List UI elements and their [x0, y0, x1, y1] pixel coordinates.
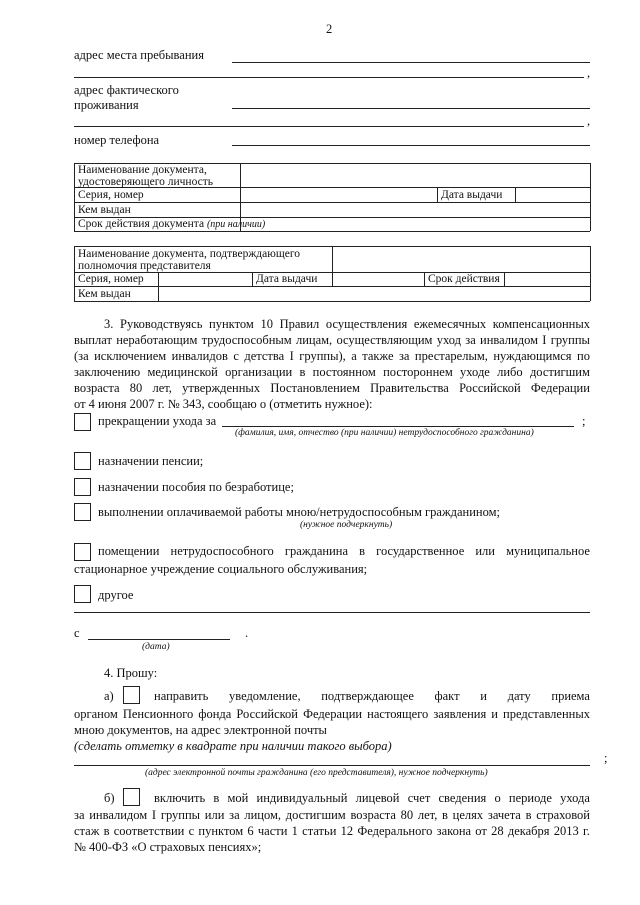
actual-address-label-2: проживания — [74, 98, 139, 112]
word: включить — [154, 791, 206, 805]
word: лет, — [152, 381, 172, 395]
paid-work-hint: (нужное подчеркнуть) — [300, 520, 393, 530]
word: I — [542, 333, 547, 347]
id-series-input[interactable] — [242, 189, 435, 201]
option-b-line3 — [74, 824, 590, 839]
word: 80 — [400, 808, 414, 822]
actual-address-label-1: адрес фактического — [74, 83, 179, 97]
word: помещении — [98, 544, 160, 558]
word: детства — [244, 349, 285, 363]
word: части — [257, 824, 288, 838]
word: периоде — [508, 791, 552, 805]
option-b-line2 — [74, 808, 590, 823]
paid-work-checkbox[interactable] — [74, 503, 91, 521]
word: стаж — [74, 824, 100, 838]
word: в — [525, 808, 532, 822]
other-field[interactable] — [74, 612, 590, 613]
section3-line5 — [74, 381, 590, 396]
pension-checkbox[interactable] — [74, 452, 91, 470]
word: неработающим — [116, 333, 198, 347]
section3-line2 — [74, 333, 590, 348]
option-a-word: подтверждающее — [321, 689, 414, 703]
word: гражданина — [284, 544, 349, 558]
word: Российской — [459, 381, 521, 395]
word: инвалидом — [480, 333, 538, 347]
care-stop-name-field[interactable] — [222, 426, 574, 427]
word: группы — [550, 333, 590, 347]
word: ежемесячных — [413, 317, 487, 331]
word: I — [151, 808, 157, 822]
option-a-line4: (сделать отметку в квадрате при наличии такого выбора) — [74, 739, 392, 753]
word: с — [233, 349, 239, 363]
section4-title: 4. Прошу: — [104, 666, 158, 680]
id-doc-name-label-2: удостоверяющего личность — [78, 176, 213, 188]
word: индивидуальный — [256, 791, 348, 805]
word: лицом, — [244, 808, 282, 822]
rep-validity-input[interactable] — [506, 274, 588, 285]
actual-address-comma: , — [587, 114, 591, 128]
word: или — [475, 544, 495, 558]
care-stop-label: прекращении ухода за — [98, 414, 217, 428]
word: в — [299, 365, 306, 379]
word: группы), — [299, 349, 346, 363]
word: лет, — [417, 808, 438, 822]
word: и — [491, 707, 498, 721]
other-label: другое — [98, 588, 134, 602]
word: ухода — [560, 791, 590, 805]
word: государственное — [376, 544, 465, 558]
option-b-line4: № 400-ФЗ «О страховых пенсиях»; — [74, 840, 262, 854]
rep-issued-by-input[interactable] — [160, 288, 588, 300]
placement-label-1 — [98, 544, 590, 559]
word: по — [577, 349, 590, 363]
id-series-label: Серия, номер — [78, 189, 144, 201]
word: с — [188, 824, 195, 838]
word: за — [74, 808, 85, 822]
word: муниципальное — [506, 544, 590, 558]
actual-address-field[interactable] — [232, 108, 590, 109]
word: Российской — [236, 707, 298, 721]
stay-address-comma: , — [587, 66, 591, 80]
word: осуществляющим — [336, 333, 433, 347]
word: 28 — [491, 824, 504, 838]
word: достигшим — [285, 808, 346, 822]
word: лицевой — [355, 791, 400, 805]
email-hint: (адрес электронной почты гражданина (его представителя), нужное подчеркнуть) — [145, 768, 488, 778]
word: нуждающимся — [493, 349, 572, 363]
word: уход — [436, 333, 461, 347]
id-issue-date-input[interactable] — [517, 189, 588, 201]
word: целях — [452, 808, 484, 822]
word: фонда — [198, 707, 232, 721]
rep-series-input[interactable] — [160, 274, 250, 285]
option-a-line1 — [154, 689, 590, 704]
date-dot: . — [245, 626, 249, 640]
word: за — [398, 349, 410, 363]
word: представленных — [503, 707, 590, 721]
rep-issued-by-label: Кем выдан — [78, 288, 131, 300]
word: настоящего — [367, 707, 429, 721]
id-validity-text: Срок действия документа — [78, 218, 205, 230]
paid-work-label: выполнении оплачиваемой работы мною/нетрудоспособным гражданином; — [98, 505, 500, 519]
option-a-label: а) — [104, 689, 114, 703]
rep-doc-name-label-1: Наименование документа, подтверждающего — [78, 248, 300, 260]
unemployment-label: назначении пособия по безработице; — [98, 480, 294, 494]
word: за — [465, 333, 476, 347]
email-semicolon: ; — [604, 751, 608, 765]
word: постороннем — [383, 365, 453, 379]
id-doc-name-label-1: Наименование документа, — [78, 164, 207, 176]
word: мой — [227, 791, 249, 805]
email-field[interactable] — [74, 765, 590, 766]
word: 80 — [129, 381, 143, 395]
id-validity-label — [78, 218, 265, 231]
id-issued-by-label: Кем выдан — [78, 204, 131, 216]
placement-label-2: стационарное учреждение социального обслуживания; — [74, 562, 368, 576]
word: зачета — [487, 808, 521, 822]
word: сведения — [438, 791, 487, 805]
date-hint: (дата) — [142, 642, 170, 652]
phone-field[interactable] — [232, 145, 590, 146]
id-validity-note: (при наличии) — [206, 219, 266, 230]
word: уходе — [460, 365, 490, 379]
rep-series-label: Серия, номер — [78, 273, 144, 285]
word: выплат — [74, 333, 112, 347]
word: Пенсионного — [122, 707, 194, 721]
word: 1 — [291, 824, 298, 838]
word: либо — [497, 365, 523, 379]
option-a-line3: мною документов, на адрес электронной почты — [74, 723, 327, 737]
word: исключением — [94, 349, 167, 363]
word: о — [494, 791, 501, 805]
section3-line4 — [74, 365, 590, 380]
section3-line3 — [74, 349, 590, 364]
word: (за — [74, 349, 89, 363]
date-prefix: с — [74, 626, 80, 640]
word: Постановлением — [270, 381, 360, 395]
page-number: 2 — [326, 22, 333, 36]
rep-issue-date-input[interactable] — [334, 274, 422, 285]
word: 10 — [260, 317, 273, 331]
option-a-word: дату — [507, 689, 531, 703]
actual-address-field-line2[interactable] — [74, 126, 584, 127]
option-a-checkbox[interactable] — [123, 686, 140, 704]
word: Федерального — [357, 824, 433, 838]
id-validity-input[interactable] — [242, 218, 588, 230]
id-issue-date-label: Дата выдачи — [441, 189, 503, 201]
section3-line6: от 4 июня 2007 г. № 343, сообщаю о (отметить нужное): — [74, 397, 373, 411]
option-b-checkbox[interactable] — [123, 788, 140, 806]
option-a-word: и — [480, 689, 487, 703]
option-a-line2 — [74, 707, 590, 722]
stay-address-field[interactable] — [232, 62, 590, 63]
word: Федерации — [303, 707, 363, 721]
word: счет — [407, 791, 431, 805]
word: соответствии — [113, 824, 185, 838]
word: престарелым, — [414, 349, 488, 363]
word: или — [204, 808, 225, 822]
word: статьи — [302, 824, 337, 838]
word: инвалидом — [89, 808, 148, 822]
word: пунктом — [209, 317, 254, 331]
word: компенсационных — [492, 317, 590, 331]
word: а — [351, 349, 357, 363]
word: в — [442, 808, 448, 822]
word: Руководствуясь — [120, 317, 203, 331]
word: I — [289, 349, 294, 363]
word: 6 — [247, 824, 254, 838]
word: лицам, — [295, 333, 333, 347]
word: постоянном — [312, 365, 376, 379]
care-stop-checkbox[interactable] — [74, 413, 91, 431]
date-field[interactable] — [88, 639, 230, 640]
word: в — [359, 544, 366, 558]
option-b-line1 — [154, 791, 590, 806]
stay-address-field-line2[interactable] — [74, 77, 584, 78]
word: г. — [583, 824, 590, 838]
word: инвалидов — [171, 349, 228, 363]
word: Правил — [279, 317, 320, 331]
word: 12 — [340, 824, 354, 838]
rep-issue-date-label: Дата выдачи — [256, 273, 318, 285]
word: декабря — [507, 824, 550, 838]
word: осуществления — [325, 317, 408, 331]
word: возраста — [74, 381, 120, 395]
section3-line1 — [104, 317, 590, 332]
option-a-word: факт — [434, 689, 460, 703]
word: медицинской — [147, 365, 218, 379]
rep-validity-label: Срок действия — [428, 273, 500, 285]
care-stop-hint: (фамилия, имя, отчество (при наличии) нетрудоспособного гражданина) — [235, 428, 534, 438]
id-issued-by-input[interactable] — [242, 204, 588, 216]
word: организации — [225, 365, 293, 379]
word: достигшим — [529, 365, 590, 379]
word: пунктом — [198, 824, 244, 838]
option-a-word: уведомление, — [228, 689, 301, 703]
word: возраста — [350, 808, 396, 822]
word: трудоспособным — [201, 333, 292, 347]
word: органом — [74, 707, 118, 721]
pension-label: назначении пенсии; — [98, 454, 204, 468]
word: 3. — [104, 317, 114, 331]
word: группы — [160, 808, 201, 822]
care-stop-semicolon: ; — [582, 414, 586, 428]
word: 2013 — [553, 824, 579, 838]
word: Федерации — [530, 381, 590, 395]
word: страховой — [536, 808, 590, 822]
rep-doc-name-input[interactable] — [334, 248, 588, 270]
id-doc-name-input[interactable] — [242, 165, 588, 185]
option-b-label: б) — [104, 791, 115, 805]
word: от — [475, 824, 487, 838]
word: в — [103, 824, 110, 838]
word: утвержденных — [182, 381, 261, 395]
word: закона — [436, 824, 472, 838]
option-a-word: приема — [551, 689, 590, 703]
unemployment-checkbox[interactable] — [74, 478, 91, 496]
stay-address-label: адрес места пребывания — [74, 48, 204, 62]
word: нетрудоспособного — [170, 544, 274, 558]
word: за — [229, 808, 240, 822]
phone-label: номер телефона — [74, 133, 160, 147]
word: заявления — [433, 707, 487, 721]
word: также — [362, 349, 394, 363]
option-a-word: направить — [154, 689, 209, 703]
placement-checkbox[interactable] — [74, 543, 91, 561]
word: Правительства — [370, 381, 449, 395]
word: в — [213, 791, 220, 805]
rep-doc-name-label-2: полномочия представителя — [78, 260, 211, 272]
other-checkbox[interactable] — [74, 585, 91, 603]
word: заключению — [74, 365, 141, 379]
